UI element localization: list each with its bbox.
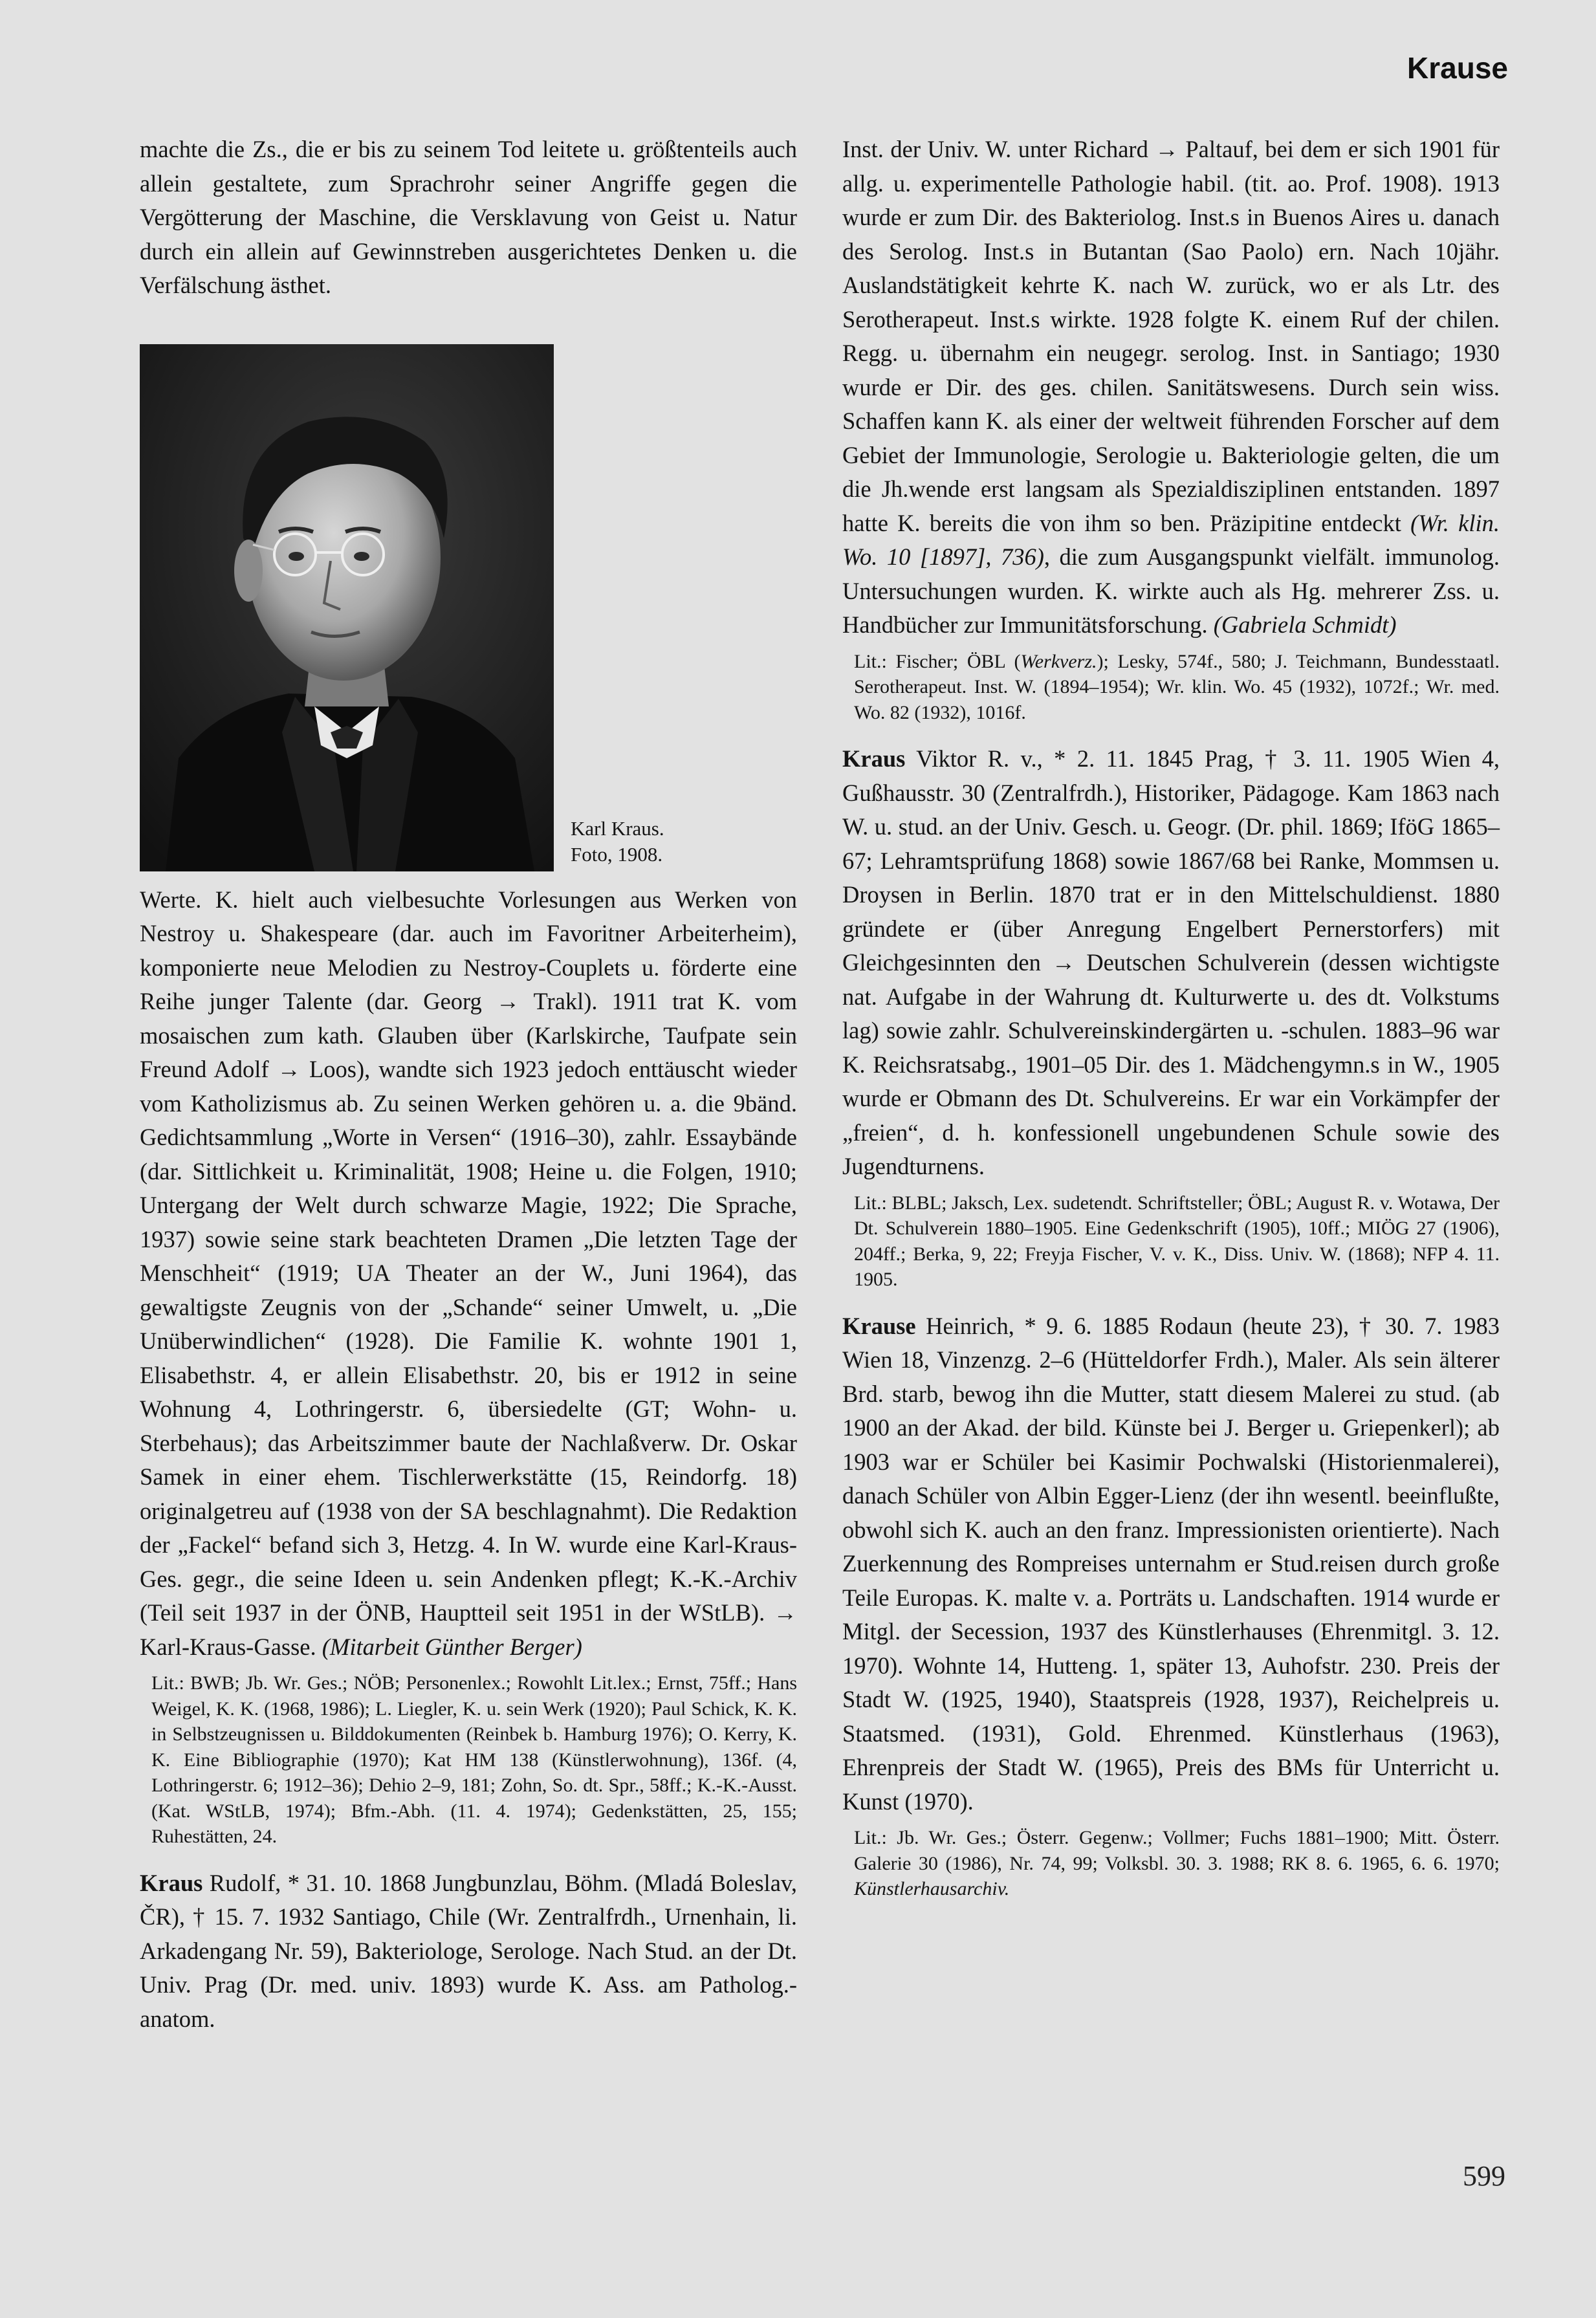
- text-run: , die zum Ausgangspunkt vielfält. immunolog. Untersuchungen wurden. K. wirkte auch als Hg. mehrerer Zss. u. Handbücher zur Immunitätsforschung.: [842, 543, 1500, 638]
- entry-text: Heinrich, * 9. 6. 1885 Rodaun (heute 23), † 30. 7. 1983 Wien 18, Vinzenzg. 2–6 (Hütteldorfer Frdh.), Maler. Als sein älterer Brd. starb, bewog ihn die Mutter, statt diesem Malerei zu stud. (ab 1900 an der Akad. der bild. Künste bei J. Berger u. Griepenkerl); ab 1903 war er Schüler bei Kasimir Pochwalski (Historienmalerei), danach Schüler von Albin Egger-Lienz (der ihn wesentl. beeinflußte, obwohl sich K. auch an den franz. Impressionisten orientierte). Nach Zuerkennung des Rompreises unternahm er Stud.reisen durch große Teile Europas. K. malte v. a. Porträts u. Landschaften. 1914 wurde er Mitgl. der Secession, 1937 des Künstlerhauses (Ehrenmitgl. 3. 12. 1970). Wohnte 14, Hutteng. 1, später 13, Auhofstr. 230. Preis der Stadt W. (1925, 1940), Staatspreis (1928, 1937), Reichelpreis u. Staatsmed. (1931), Gold. Ehrenmed. Künstlerhaus (1963), Ehrenpreis der Stadt W. (1965), Preis des BMs für Unterricht u. Kunst (1970).: [842, 1312, 1500, 1815]
- literature-note: Lit.: BWB; Jb. Wr. Ges.; NÖB; Personenlex.; Rowohlt Lit.lex.; Ernst, 75ff.; Hans Weigel, K. K. (1968, 1986); L. Liegler, K. u. sein Werk (1920); Paul Schick, K. K. in Selbstzeugnissen u. Bilddokumenten (Reinbek b. Hamburg 1976); O. Kerry, K. K. Eine Bibliographie (1970); Kat HM 138 (Künstlerwohnung), 136f. (4, Lothringerstr. 6; 1912–36); Dehio 2–9, 181; Zohn, So. dt. Spr., 58ff.; K.-K.-Ausst. (Kat. WStLB, 1974); Bfm.-Abh. (11. 4. 1974); Gedenkstätten, 25, 155; Ruhestätten, 24.: [151, 1672, 797, 1847]
- citation: (Wr. klin. Wo. 10 [1897], 736): [842, 509, 1500, 570]
- literature-note: [842, 1825, 1500, 1902]
- portrait-photo: [140, 344, 554, 871]
- portrait-figure: [140, 344, 797, 871]
- text-run: Inst. der Univ. W. unter Richard → Paltauf, bei dem er sich 1901 für allg. u. experimentelle Pathologie habil. (tit. ao. Prof. 1908). 1913 wurde er zum Dir. des Bakteriolog. Inst.s in Buenos Aires u. danach des Serolog. Inst.s in Butantan (Sao Paolo) ern. Nach 10jähr. Auslandstätigkeit kehrte K. nach W. zurück, wo er als Ltr. des Serotherapeut. Inst.s wirkte. 1928 folgte K. einem Ruf der chilen. Regg. u. übernahm ein neugegr. serolog. Inst. in Santiago; 1930 wurde er Dir. des ges. chilen. Sanitätswesens. Durch sein wiss. Schaffen kann K. als einer der weltweit führenden Forscher auf dem Gebiet der Immunologie, Serologie u. Bakteriologie gelten, die um die Jh.wende erst langsam als Spezialdisziplinen entstanden. 1897 hatte K. bereits die von ihm so ben. Präzipitine entdeckt: [842, 136, 1500, 536]
- text-run-italic: Künstlerhausarchiv.: [854, 1878, 1010, 1899]
- kraus-rudolf-continuation: [842, 133, 1500, 642]
- literature-note: [842, 649, 1500, 726]
- caption-line: Karl Kraus.: [571, 816, 664, 840]
- kraus-karl-continuation: [140, 883, 797, 1665]
- entry-krause-heinrich: [842, 1309, 1500, 1819]
- text-run: Lit.: Jb. Wr. Ges.; Österr. Gegenw.; Vollmer; Fuchs 1881–1900; Mitt. Österr. Galerie 30 (1986), Nr. 74, 99; Volksbl. 30. 3. 1988; RK 8. 6. 1965, 6. 6. 1970;: [854, 1827, 1500, 1874]
- entry-text: Rudolf, * 31. 10. 1868 Jungbunzlau, Böhm. (Mladá Boleslav, ČR), † 15. 7. 1932 Santiago, Chile (Wr. Zentralfrdh., Urnenhain, li. Arkadengang Nr. 59), Bakteriologe, Serologe. Nach Stud. an der Dt. Univ. Prag (Dr. med. univ. 1893) wurde K. Ass. am Patholog.-anatom.: [140, 1869, 798, 2032]
- left-column: [140, 133, 797, 2036]
- entry-headword: Kraus: [842, 745, 906, 772]
- author-credit: (Gabriela Schmidt): [1213, 611, 1397, 638]
- text-run-italic: Werkverz.: [1020, 650, 1097, 672]
- entry-text: Viktor R. v., * 2. 11. 1845 Prag, † 3. 11. 1905 Wien 4, Gußhausstr. 30 (Zentralfrdh.), Historiker, Pädagoge. Kam 1863 nach W. u. stud. an der Univ. Gesch. u. Geogr. (Dr. phil. 1869; IföG 1865–67; Lehramtsprüfung 1868) sowie 1867/68 bei Ranke, Mommsen u. Droysen in Berlin. 1870 trat er in den Mittelschuldienst. 1880 gründete er (über Anregung Engelbert Pernerstorfers) mit Gleichgesinnten den → Deutschen Schulverein (dessen wichtigste nat. Aufgabe in der Wahrung dt. Kulturwerte u. des dt. Volkstums lag) sowie zahlr. Schulvereinskindergärten u. -schulen. 1883–96 war K. Reichsratsabg., 1901–05 Dir. des 1. Mädchengymn.s in W., 1905 wurde er Obmann des Dt. Schulvereins. Er war ein Vorkämpfer der „freien“, d. h. konfessionell ungebundenen Schule sowie des Jugendturnens.: [842, 745, 1500, 1179]
- caption-line: Foto, 1908.: [571, 842, 663, 866]
- text-run: Lit.: Fischer; ÖBL (: [854, 650, 1021, 672]
- literature-note: Lit.: BLBL; Jaksch, Lex. sudetendt. Schriftsteller; ÖBL; August R. v. Wotawa, Der Dt. Schulverein 1880–1905. Eine Gedenkschrift (1905), 10ff.; MIÖG 27 (1906), 204ff.; Berka, 9, 22; Freyja Fischer, V. v. K., Diss. Univ. W. (1868); NFP 4. 11. 1905.: [854, 1192, 1500, 1290]
- photo-caption: [571, 816, 664, 871]
- text-run: Werte. K. hielt auch vielbesuchte Vorlesungen aus Werken von Nestroy u. Shakespeare (dar. auch im Favoritner Arbeiterheim), komponierte neue Melodien zu Nestroy-Couplets u. förderte eine Reihe junger Talente (dar. Georg → Trakl). 1911 trat K. vom mosaischen zum kath. Glauben über (Karlskirche, Taufpate sein Freund Adolf → Loos), wandte sich 1923 jedoch enttäuscht wieder vom Katholizismus ab. Zu seinen Werken gehören u. a. die 9bänd. Gedichtsammlung „Worte in Versen“ (1916–30), zahlr. Essaybände (dar. Sittlichkeit u. Kriminalität, 1908; Heine u. die Folgen, 1910; Untergang der Welt durch schwarze Magie, 1922; Die Sprache, 1937) sowie seine stark beachteten Dramen „Die letzten Tage der Menschheit“ (1919; UA Theater an der W., Juni 1964), das gewaltigste Zeugnis von der „Schande“ seiner Umwelt, u. „Die Unüberwindlichen“ (1928). Die Familie K. wohnte 1901 1, Elisabethstr. 4, er allein Elisabethstr. 20, bis er 1912 in seine Wohnung 4, Lothringerstr. 6, übersiedelte (GT; Wohn- u. Sterbehaus); das Arbeitszimmer baute der Nachlaßverw. Dr. Oskar Samek in einer ehem. Tischlerwerkstätte (15, Reindorfg. 18) originalgetreu auf (1938 von der SA beschlagnahmt). Die Redaktion der „Fackel“ befand sich 3, Hetzg. 4. In W. wurde eine Karl-Kraus-Ges. gegr., die seine Ideen u. sein Andenken pflegt; K.-K.-Archiv (Teil seit 1937 in der ÖNB, Hauptteil seit 1951 in der WStLB). → Karl-Kraus-Gasse.: [140, 886, 797, 1660]
- right-column: [842, 133, 1500, 1919]
- entry-headword: Krause: [842, 1312, 916, 1339]
- entry-headword: Kraus: [140, 1869, 203, 1896]
- page-number: 599: [1463, 2160, 1505, 2192]
- entry-kraus-viktor: [842, 742, 1500, 1184]
- running-head: Krause: [1407, 51, 1508, 85]
- intro-paragraph: machte die Zs., die er bis zu seinem Tod leitete u. größtenteils auch allein gestaltete, zum Sprachrohr seiner Angriffe gegen die Vergötterung der Maschine, die Versklavung von Geist u. Natur durch ein allein auf Gewinnstreben ausgerichtetes Denken u. die Verfälschung ästhet.: [140, 136, 797, 298]
- text-run: ); Lesky, 574f., 580; J. Teichmann, Bundesstaatl. Serotherapeut. Inst. W. (1894–1954); Wr. klin. Wo. 45 (1932), 1072f.; Wr. med. Wo. 82 (1932), 1016f.: [854, 650, 1500, 723]
- entry-kraus-rudolf: [140, 1866, 797, 2037]
- portrait-illustration: [140, 344, 554, 871]
- author-credit: (Mitarbeit Günther Berger): [322, 1633, 582, 1660]
